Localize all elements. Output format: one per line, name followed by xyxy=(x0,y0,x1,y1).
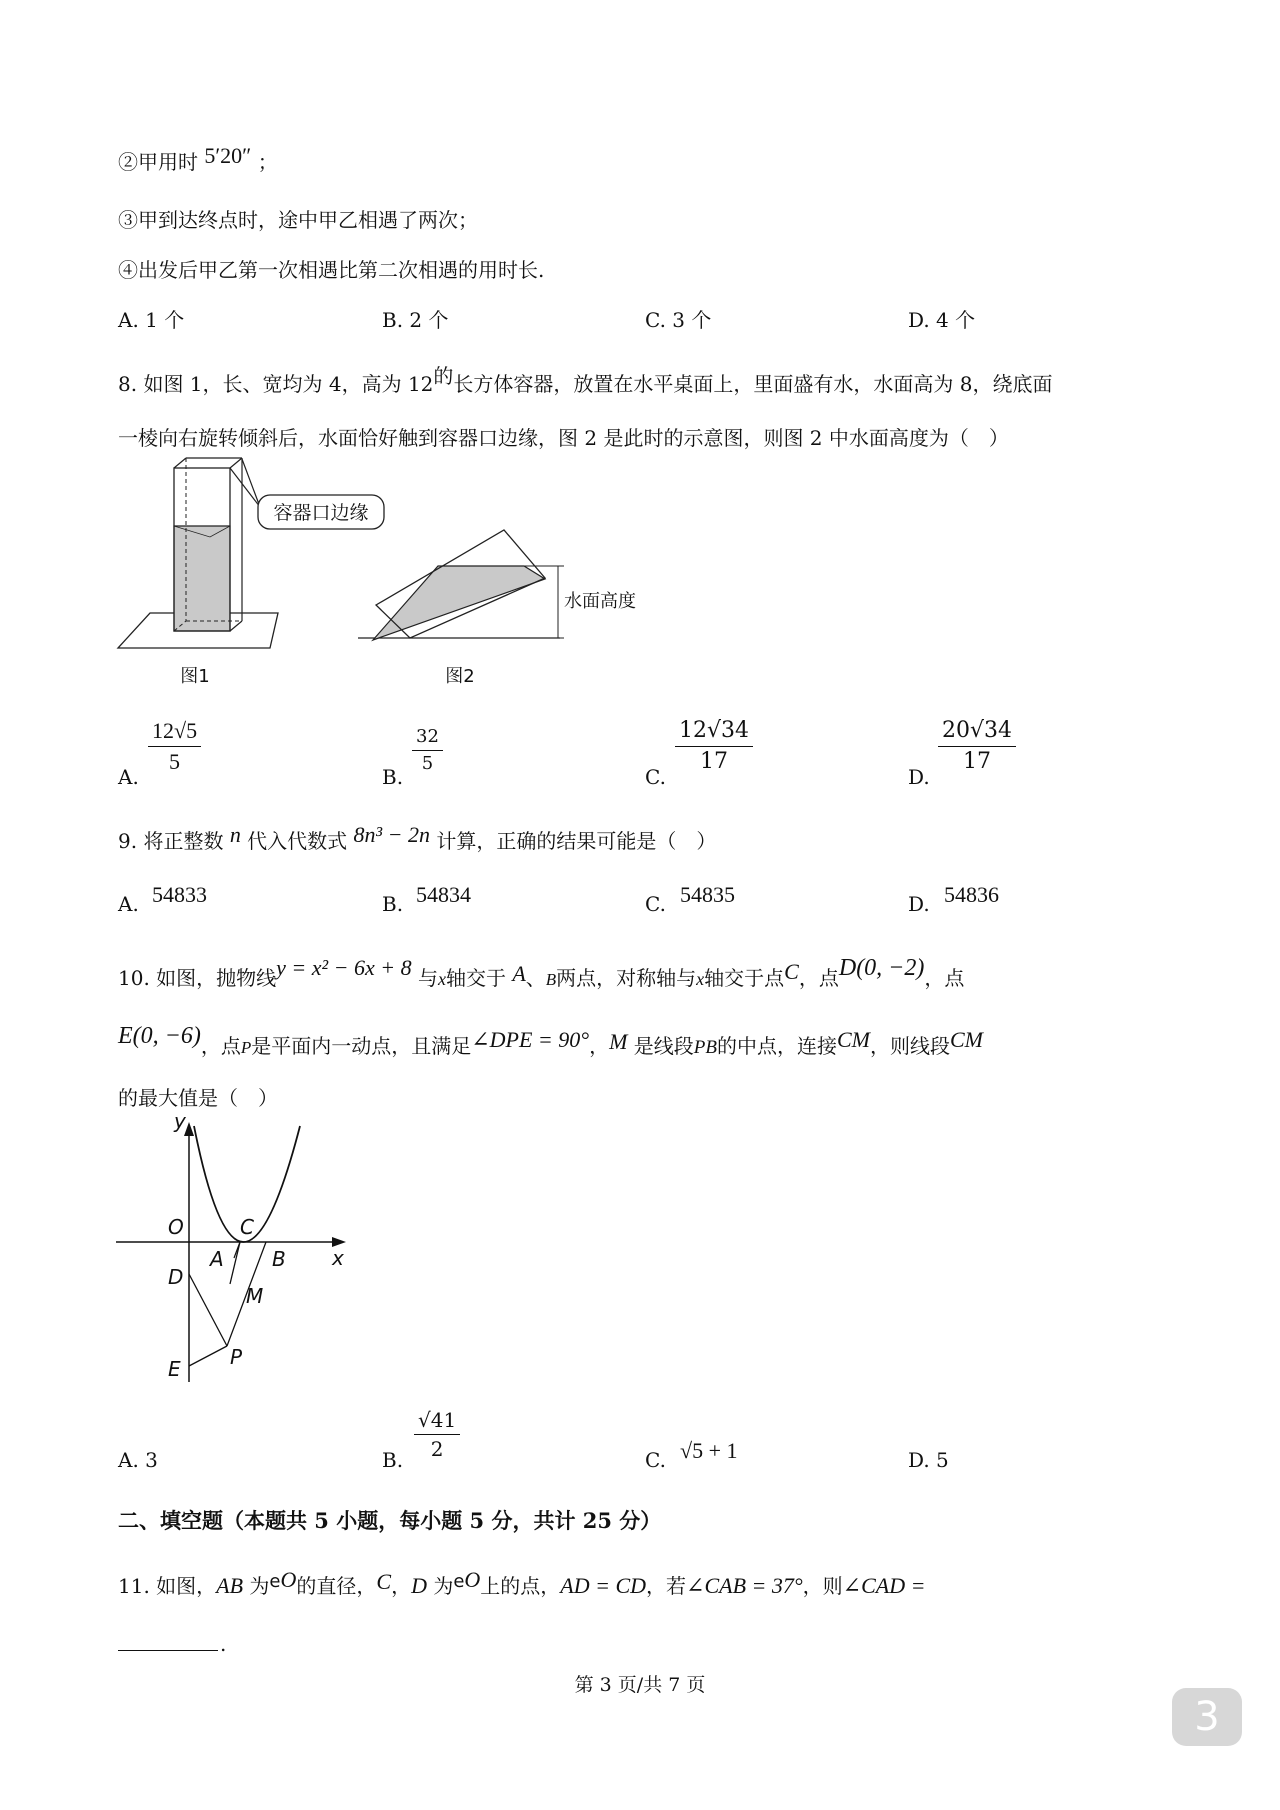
q10-l2-P: P xyxy=(240,1038,252,1057)
q9-stem xyxy=(118,822,717,854)
q10-l1-c: 轴交于 xyxy=(445,966,506,990)
q11-g: ，若 xyxy=(646,1574,687,1598)
q11-answer-blank[interactable] xyxy=(118,1650,218,1651)
q8-option-c-letter[interactable]: C. xyxy=(645,765,666,789)
q8-option-c-num: 12√34 xyxy=(675,716,753,747)
q10-l2-PB: PB xyxy=(693,1037,717,1058)
q8-option-c[interactable] xyxy=(675,716,753,777)
label-M: M xyxy=(246,1284,264,1308)
statement-2-text: ②甲用时 xyxy=(118,150,198,174)
q10-option-d[interactable] xyxy=(908,1448,949,1472)
q11-stem xyxy=(118,1567,926,1599)
q10-parabola-eq: y = x² − 6x + 8 xyxy=(276,955,412,980)
q10-l1-C: C xyxy=(784,959,799,984)
q10-l1-a: 10. 如图，抛物线 xyxy=(118,966,277,990)
q8-figure-1 xyxy=(118,458,384,687)
callout-label: 容器口边缘 xyxy=(273,502,369,524)
q11-circle-symbol-1: e xyxy=(269,1571,281,1592)
q11-O1: O xyxy=(280,1567,297,1592)
q10-option-b[interactable] xyxy=(414,1406,460,1463)
q11-e: 为 xyxy=(433,1574,454,1598)
q9-var-n: n xyxy=(229,822,241,847)
q9-option-d-letter[interactable]: D. xyxy=(908,892,930,916)
q11-angle-asked: ∠CAD = xyxy=(842,1573,926,1598)
q10-l2-c: ， xyxy=(589,1034,610,1058)
q8-option-d[interactable] xyxy=(938,716,1016,777)
q10-option-a[interactable] xyxy=(118,1448,158,1472)
q10-line2 xyxy=(118,1023,983,1060)
q8-option-c-den: 17 xyxy=(700,749,728,774)
q10-l1-e: 两点，对称轴与 xyxy=(556,966,697,990)
fig1-caption: 图1 xyxy=(180,666,210,687)
q8-figures xyxy=(110,455,650,695)
q9-option-a-value[interactable]: 54833 xyxy=(152,882,207,907)
label-E: E xyxy=(168,1357,181,1381)
q8-option-a[interactable] xyxy=(148,716,201,777)
segment-EP xyxy=(189,1346,227,1366)
q10-l2-CM2: CM xyxy=(949,1027,983,1052)
q8-line1-b: 长方体容器，放置在水平桌面上，里面盛有水，水面高为 8，绕底面 xyxy=(453,372,1053,396)
water-fill xyxy=(174,526,230,631)
q10-option-c-letter[interactable]: C. xyxy=(645,1448,666,1472)
label-D: D xyxy=(168,1265,184,1289)
q10-l2-b: 是平面内一动点，且满足 xyxy=(251,1034,472,1058)
q8-option-d-den: 17 xyxy=(963,749,991,774)
q11-arc-equality: AD = CD xyxy=(560,1573,647,1598)
q11-circle-symbol-2: e xyxy=(453,1571,465,1592)
q9-option-a-letter[interactable]: A. xyxy=(118,892,139,916)
segment-CM xyxy=(230,1242,240,1284)
q7-option-d[interactable]: D. 4 个 xyxy=(908,308,976,332)
q11-c: 的直径， xyxy=(296,1574,377,1598)
q11-AB: AB xyxy=(216,1573,244,1598)
q10-option-a-value: 3 xyxy=(145,1448,158,1472)
q8-line1-de: 的 xyxy=(433,364,454,388)
q8-option-b[interactable] xyxy=(412,724,443,777)
q10-option-d-value: 5 xyxy=(936,1448,949,1472)
q10-l1-x: x xyxy=(437,969,446,989)
q10-option-b-letter[interactable]: B. xyxy=(382,1448,404,1472)
q10-graph xyxy=(110,1110,370,1390)
q7-option-a[interactable]: A. 1 个 xyxy=(118,308,185,332)
q9-option-b-letter[interactable]: B. xyxy=(382,892,404,916)
q10-l2-f: ，则线段 xyxy=(869,1034,950,1058)
q10-line1 xyxy=(118,955,965,992)
q10-angle: ∠DPE = 90° xyxy=(471,1027,590,1052)
q8-line1-a: 8. 如图 1，长、宽均为 4，高为 12 xyxy=(118,372,434,396)
q8-line2: 一棱向右旋转倾斜后，水面恰好触到容器口边缘，图 2 是此时的示意图，则图 2 中水面高度为（ ） xyxy=(118,426,1009,450)
q10-l2-CM: CM xyxy=(836,1027,870,1052)
q9-option-d-value[interactable]: 54836 xyxy=(944,882,999,907)
segment-DP xyxy=(189,1274,227,1346)
q11-b: 为 xyxy=(249,1574,270,1598)
q11-angle-given: ∠CAB = 37° xyxy=(686,1573,803,1598)
water-height-label: 水面高度 xyxy=(564,591,636,612)
q11-D: D xyxy=(411,1573,427,1598)
q10-l1-h: ，点 xyxy=(924,966,965,990)
q8-option-d-letter[interactable]: D. xyxy=(908,765,930,789)
q8-option-a-letter[interactable]: A. xyxy=(118,765,139,789)
q8-option-b-den: 5 xyxy=(421,753,434,774)
q11-f: 上的点， xyxy=(480,1574,561,1598)
q10-option-d-letter: D. xyxy=(908,1448,930,1472)
q11-C: C xyxy=(376,1569,392,1594)
q11-h: ，则 xyxy=(802,1574,843,1598)
q8-option-b-letter[interactable]: B. xyxy=(382,765,404,789)
section-2-heading: 二、填空题（本题共 5 小题，每小题 5 分，共计 25 分） xyxy=(118,1508,662,1533)
q8-line1 xyxy=(118,364,1053,397)
statement-2-time: 5′20″ xyxy=(204,143,252,168)
q10-option-b-num: √41 xyxy=(414,1406,460,1435)
q9-option-c-value[interactable]: 54835 xyxy=(680,882,735,907)
q8-option-d-num: 20√34 xyxy=(938,716,1016,747)
q10-l1-B: B xyxy=(545,970,557,989)
q8-option-a-den: 5 xyxy=(169,749,181,774)
label-C: C xyxy=(240,1215,254,1239)
statement-4: ④出发后甲乙第一次相遇比第二次相遇的用时长. xyxy=(118,258,545,282)
q11-blank-end: . xyxy=(220,1632,227,1656)
q10-l1-g: ，点 xyxy=(798,966,839,990)
q9-text-c: 计算，正确的结果可能是（ ） xyxy=(436,829,717,853)
label-y: y xyxy=(174,1110,186,1133)
q11-O2: O xyxy=(464,1567,481,1592)
label-B: B xyxy=(272,1247,286,1271)
q9-option-c-letter[interactable]: C. xyxy=(645,892,666,916)
label-O: O xyxy=(168,1215,184,1239)
q10-l2-e: 的中点，连接 xyxy=(716,1034,837,1058)
q10-option-c-value[interactable]: √5 + 1 xyxy=(680,1438,738,1463)
q10-line3: 的最大值是（ ） xyxy=(118,1086,278,1110)
q8-option-b-num: 32 xyxy=(412,724,443,751)
q9-expression: 8n³ − 2n xyxy=(353,822,430,847)
q10-l1-b: 与 xyxy=(417,966,438,990)
q10-l2-a: ，点 xyxy=(200,1034,241,1058)
page-footer: 第 3 页/共 7 页 xyxy=(574,1674,706,1696)
page-number-badge[interactable]: 3 xyxy=(1172,1688,1242,1746)
q10-l1-f: 轴交于点 xyxy=(704,966,785,990)
statement-2-end: ； xyxy=(257,150,278,174)
statement-2 xyxy=(118,143,278,175)
q8-option-a-num: 12√5 xyxy=(148,716,201,747)
q10-point-D: D(0, −2) xyxy=(838,955,925,981)
q11-a: 11. 如图， xyxy=(118,1574,217,1598)
q9-option-b-value[interactable]: 54834 xyxy=(416,882,471,907)
q8-figure-2 xyxy=(358,530,636,687)
label-x: x xyxy=(332,1246,344,1270)
fig2-caption: 图2 xyxy=(445,666,475,687)
q10-option-a-letter: A. xyxy=(118,1448,139,1472)
q11-d: ， xyxy=(391,1574,412,1598)
q7-option-b[interactable]: B. 2 个 xyxy=(382,308,449,332)
label-P: P xyxy=(230,1345,243,1369)
q10-l2-M: M xyxy=(609,1029,628,1054)
q10-l2-d: 是线段 xyxy=(633,1034,694,1058)
q9-text-b: 代入代数式 xyxy=(247,829,348,853)
label-A: A xyxy=(210,1247,224,1271)
q10-l1-d: 、 xyxy=(525,966,546,990)
q10-option-b-den: 2 xyxy=(430,1437,444,1461)
q9-text-a: 9. 将正整数 xyxy=(118,829,224,853)
q10-point-E: E(0, −6) xyxy=(118,1023,201,1049)
q7-option-c[interactable]: C. 3 个 xyxy=(645,308,712,332)
q10-l1-x2: x xyxy=(696,969,705,989)
q10-l1-A: A xyxy=(512,961,526,986)
statement-3: ③甲到达终点时，途中甲乙相遇了两次； xyxy=(118,208,478,232)
tilted-water xyxy=(373,566,545,640)
